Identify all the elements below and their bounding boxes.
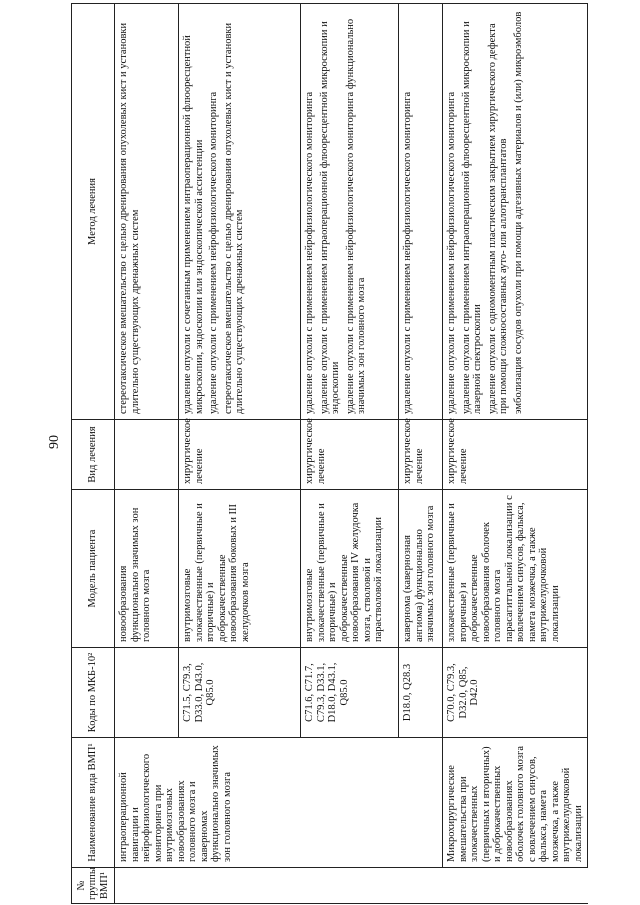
method-item: удаление опухоли с применением нейрофизиологического мониторинга функционально значимых зон головного мозга [344, 18, 367, 414]
method-item: стереотаксическое вмешательство с целью дренирования опухолевых кист и установки длительно существующих дренажных систем [222, 22, 245, 414]
cell-model: новообразования функционально значимых зон головного мозга [115, 490, 179, 648]
cell-method [443, 4, 588, 420]
cell-type: хирургическое лечение [301, 420, 399, 490]
cell-method [115, 4, 179, 420]
table-row [443, 4, 588, 904]
header-method: Метод лечения [72, 4, 115, 420]
cell-model: внутримозговые злокачественные (первичные и вторичные) и доброкачественные новообразования боковых и III желудочков мозга [179, 490, 301, 648]
header-model: Модель пациента [72, 490, 115, 648]
method-item: удаление опухоли с применением нейрофизиологического мониторинга [304, 91, 315, 414]
header-group: № группы ВМП¹ [72, 868, 115, 904]
cell-method [301, 4, 399, 420]
cell-type: хирургическое лечение [179, 420, 301, 490]
cell-name: интраоперационной навигации и нейрофизиологического мониторинга при внутримозговых новообразованиях головного мозга и каверномах функционально значимых зон головного мозга [115, 738, 443, 868]
method-item: удаление опухоли с применением нейрофизиологического мониторинга [446, 91, 457, 414]
cell-model: внутримозговые злокачественные (первичные и вторичные) и доброкачественные новообразования IV желудочка мозга, стволовой и парастволовой локализации [301, 490, 399, 648]
cell-type [115, 420, 179, 490]
table-header-row [72, 4, 115, 904]
cell-group [179, 868, 301, 904]
cell-codes: C70.0, C79.3, D32.0, Q85, D42.0 [443, 648, 588, 738]
method-item: удаление опухоли с применением нейрофизиологического мониторинга [402, 91, 413, 414]
table-row [115, 4, 179, 904]
cell-group [399, 868, 443, 904]
rotated-table-container [71, 4, 597, 904]
vmp-table [71, 3, 588, 904]
cell-method [399, 4, 443, 420]
method-item: удаление опухоли с применением интраоперационной флюоресцентной микроскопии и эндоскопии [318, 21, 341, 414]
cell-codes: D18.0, Q28.3 [399, 648, 443, 738]
method-item: эмболизация сосудов опухоли при помощи адгезивных материалов и (или) микроэмболов [512, 11, 524, 414]
cell-type: хирургическое лечение [399, 420, 443, 490]
cell-type: хирургическое лечение [443, 420, 588, 490]
cell-group [301, 868, 399, 904]
method-item: удаление опухоли с применением нейрофизиологического мониторинга [208, 91, 219, 414]
header-type: Вид лечения [72, 420, 115, 490]
cell-codes [115, 648, 179, 738]
header-codes: Коды по МКБ-10² [72, 648, 115, 738]
cell-method [179, 4, 301, 420]
page-number: 90 [47, 435, 62, 449]
cell-group [115, 868, 179, 904]
method-item: стереотаксическое вмешательство с целью дренирования опухолевых кист и установки длительно существующих дренажных систем [118, 22, 141, 414]
method-item: удаление опухоли с сочетанным применением интраоперационной флюоресцентной микроскопии, эндоскопии или эндоскопической ассистенции [182, 35, 205, 414]
cell-model: кавернома (кавернозная ангиома) функционально значимых зон головного мозга [399, 490, 443, 648]
cell-group [443, 868, 588, 904]
method-item: удаление опухоли с применением интраоперационной флюоресцентной микроскопии и лазерной спектроскопии [460, 21, 483, 414]
cell-codes: C71.5, C79.3, D33.0, D43.0, Q85.0 [179, 648, 301, 738]
method-item: удаление опухоли с одномоментным пластическим закрытием хирургического дефекта при помощи сложносоставных ауто- или аллотрансплантатов [486, 23, 509, 414]
cell-name: Микрохирургические вмешательства при злокачественных (первичных и вторичных) и доброкачественных новообразованиях оболочек головного мозга с вовлечением синусов, фалькса, намета мозжечка, а также внутрижелудочковой локализации [443, 738, 588, 868]
cell-model: злокачественные (первичные и вторичные) и доброкачественные новообразования оболочек головного мозга парасагиттальной локализации с вовлечением синусов, фалькса, намета мозжечка, а также внутрижелудочковой локализации [443, 490, 588, 648]
header-name: Наименование вида ВМП¹ [72, 738, 115, 868]
cell-codes: C71.6, C71.7, C79.3, D33.1, D18.0, D43.1, Q85.0 [301, 648, 399, 738]
